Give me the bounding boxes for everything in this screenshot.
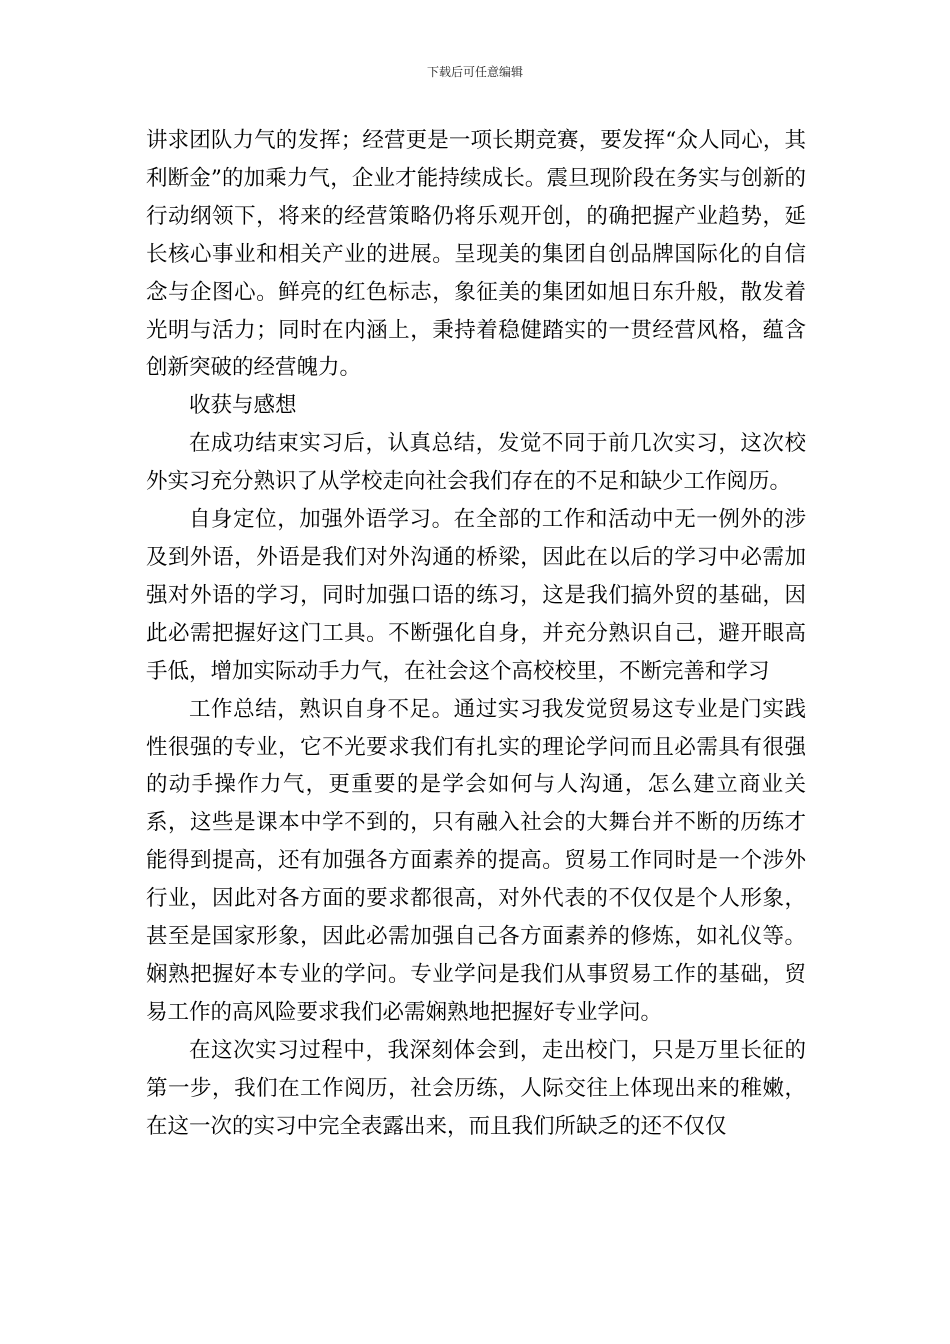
document-body (146, 122, 806, 1145)
page-header: 下载后可任意编辑 (426, 65, 523, 79)
section-heading: 收获与感想 (189, 393, 297, 419)
paragraph-continuation: 讲求团队力气的发挥；经营更是一项长期竞赛，要发挥“众人同心，其利断金”的加乘力气，企业才能持续成长。震旦现阶段在务实与创新的行动纲领下，将来的经营策略仍将乐观开创，的确把握产业趋势，延长核心事业和相关产业的进展。呈现美的集团自创品牌国际化的自信念与企图心。鲜亮的红色标志，象征美的集团如旭日东升般，散发着光明与活力；同时在内涵上，秉持着稳健踏实的一贯经营风格，蕴含创新突破的经营魄力。 (146, 128, 806, 381)
paragraph: 工作总结，熟识自身不足。通过实习我发觉贸易这专业是门实践性很强的专业，它不光要求我们有扎实的理论学问而且必需具有很强的动手操作力气，更重要的是学会如何与人沟通，怎么建立商业关系，这些是课本中学不到的，只有融入社会的大舞台并不断的历练才能得到提高，还有加强各方面素养的提高。贸易工作同时是一个涉外行业，因此对各方面的要求都很高，对外代表的不仅仅是个人形象，甚至是国家形象，因此必需加强自己各方面素养的修炼，如礼仪等。娴熟把握好本专业的学问。专业学问是我们从事贸易工作的基础，贸易工作的高风险要求我们必需娴熟地把握好专业学问。 (146, 696, 806, 1025)
paragraph: 自身定位，加强外语学习。在全部的工作和活动中无一例外的涉及到外语，外语是我们对外沟通的桥梁，因此在以后的学习中必需加强对外语的学习，同时加强口语的练习，这是我们搞外贸的基础，因此必需把握好这门工具。不断强化自身，并充分熟识自己，避开眼高手低，增加实际动手力气，在社会这个高校校里，不断完善和学习 (146, 507, 806, 684)
paragraph: 在成功结束实习后，认真总结，发觉不同于前几次实习，这次校外实习充分熟识了从学校走向社会我们存在的不足和缺少工作阅历。 (146, 431, 806, 495)
paragraph: 在这次实习过程中，我深刻体会到，走出校门，只是万里长征的第一步，我们在工作阅历，社会历练，人际交往上体现出来的稚嫩，在这一次的实习中完全表露出来，而且我们所缺乏的还不仅仅 (146, 1037, 806, 1139)
